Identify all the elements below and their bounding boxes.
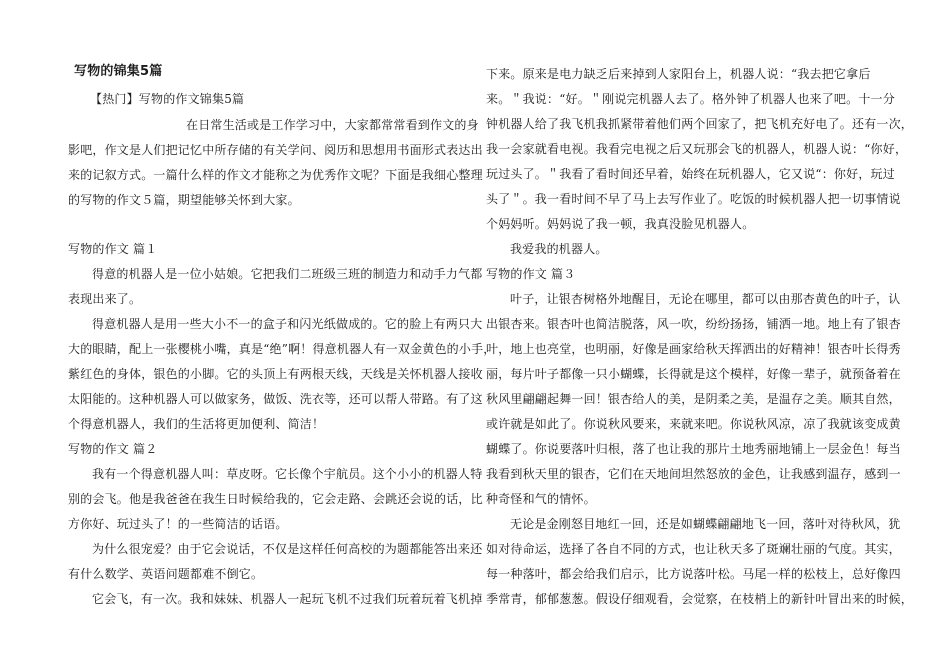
text-line: 钟机器人给了我飞机我抓紧带着他们两个回家了，把飞机充好电了。还有一次，	[486, 117, 914, 131]
text-line: 的写物的作文５篇，期望能够关怀到大家。	[68, 193, 300, 207]
text-line: 我看到秋天里的银杏，它们在天地间坦然怒放的金色，让我感到温存，感到一	[486, 467, 901, 481]
text-line: 如对待命运，选择了各自不同的方式，也让秋天多了斑斓壮丽的气度。其实，	[486, 542, 901, 556]
text-line: 无论是金刚怒目地红一回，还是如蝴蝶翩翩地飞一回，落叶对待秋风，犹	[510, 517, 901, 531]
document-title: 写物的锦集5篇	[74, 64, 163, 79]
text-line: 它会飞，有一次。我和妹妹、机器人一起玩飞机不过我们玩着玩着飞机掉	[92, 592, 483, 606]
text-line: 我有一个得意机器人叫：草皮呀。它长像个宇航员。这个小小的机器人特	[92, 467, 483, 481]
subtitle-line: 【热门】写物的作文锦集5篇	[90, 92, 245, 106]
text-line: 大的眼睛，配上一张樱桃小嘴，真是“绝”啊！得意机器人有一双金黄色的小手，	[68, 342, 496, 356]
text-line: 方你好、玩过头了！的一些简洁的话语。	[68, 517, 288, 531]
text-line: 有什么数学、英语问题都难不倒它。	[68, 567, 264, 581]
text-line: 别的会飞。他是我爸爸在我生日时候给我的，它会走路、会跳还会说的话，比	[68, 492, 483, 506]
text-line: 为什么很宠爱？由于它会说话，不仅是这样任何高校的为题都能答出来还	[92, 542, 483, 556]
section-heading: 写物的作文 篇３	[486, 267, 576, 281]
text-line: 或许就是如此了。你说秋风要来，来就来吧。你说秋风凉，凉了我就该变成黄	[486, 417, 901, 431]
text-line: 我爱我的机器人。	[510, 242, 608, 256]
text-line: 秋风里翩翩起舞一回！银杏给人的美，是阴柔之美，是温存之美。顺其自然，	[486, 392, 901, 406]
text-line: 叶子，让银杏树格外地醒目，无论在哪里，都可以由那杏黄色的叶子，认	[510, 292, 901, 306]
section-heading: 写物的作文 篇２	[68, 442, 158, 456]
text-line: 丽，每片叶子都像一只小蝴蝶，长得就是这个模样，好像一辈子，就预备着在	[486, 367, 901, 381]
text-line: 来的记叙方式。一篇什么样的作文才能称之为优秀作文呢？下面是我细心整理	[68, 168, 483, 182]
text-line: 季常青，郁郁葱葱。假设仔细观看，会觉察，在枝梢上的新针叶冒出来的时候，	[486, 592, 914, 606]
text-line: 下来。原来是电力缺乏后来掉到人家阳台上，机器人说：“我去把它拿后	[486, 67, 871, 81]
text-line: 太阳能的。这种机器人可以做家务，做饭、洗衣等，还可以帮人带路。有了这	[68, 392, 483, 406]
text-line: 来。＂我说：“好。＂刚说完机器人去了。格外钟了机器人也来了吧。十一分	[486, 92, 895, 106]
text-line: 个得意机器人，我们的生活将更加便利、简洁！	[68, 417, 325, 431]
section-heading: 写物的作文 篇１	[68, 242, 158, 256]
text-line: 我一会家就看电视。我看完电视之后又玩那会飞的机器人，机器人说：“你好，	[486, 142, 908, 156]
text-line: 影吧，作文是人们把记忆中所存储的有关学问、阅历和思想用书面形式表达出	[68, 143, 483, 157]
text-line: 得意机器人是用一些大小不一的盒子和闪光纸做成的。它的脸上有两只大	[92, 317, 483, 331]
text-line: 紫红色的身体，银色的小脚。它的头顶上有两根天线，天线是关怀机器人接收	[68, 367, 483, 381]
text-line: 每一种落叶，都会给我们启示，比方说落叶松。马尾一样的松枝上，总好像四	[486, 567, 901, 581]
text-line: 叶，地上也亮堂，也明丽，好像是画家给秋天挥洒出的好精神！银杏叶长得秀	[486, 342, 901, 356]
text-line: 个妈妈听。妈妈说了我一顿，我真没脸见机器人。	[486, 217, 755, 231]
text-line: 蝴蝶了。你说要落叶归根，落了也让我的那片土地秀丽地铺上一层金色！每当	[486, 442, 901, 456]
text-line: 出银杏来。银杏叶也简洁脱落，风一吹，纷纷扬扬，铺洒一地。地上有了银杏	[486, 317, 901, 331]
text-line: 得意的机器人是一位小姑娘。它把我们二班级三班的制造力和动手力气都	[92, 267, 483, 281]
text-line: 表现出来了。	[68, 292, 142, 306]
text-line: 种奇怪和气的情怀。	[486, 492, 596, 506]
text-line: 在日常生活或是工作学习中，大家都常常看到作文的身	[186, 118, 479, 132]
text-line: 头了＂。我一看时间不早了马上去写作业了。吃饭的时候机器人把一切事情说	[486, 192, 901, 206]
text-line: 玩过头了。＂我看了看时间还早着，始终在玩机器人，它又说“：你好，玩过	[486, 167, 895, 181]
